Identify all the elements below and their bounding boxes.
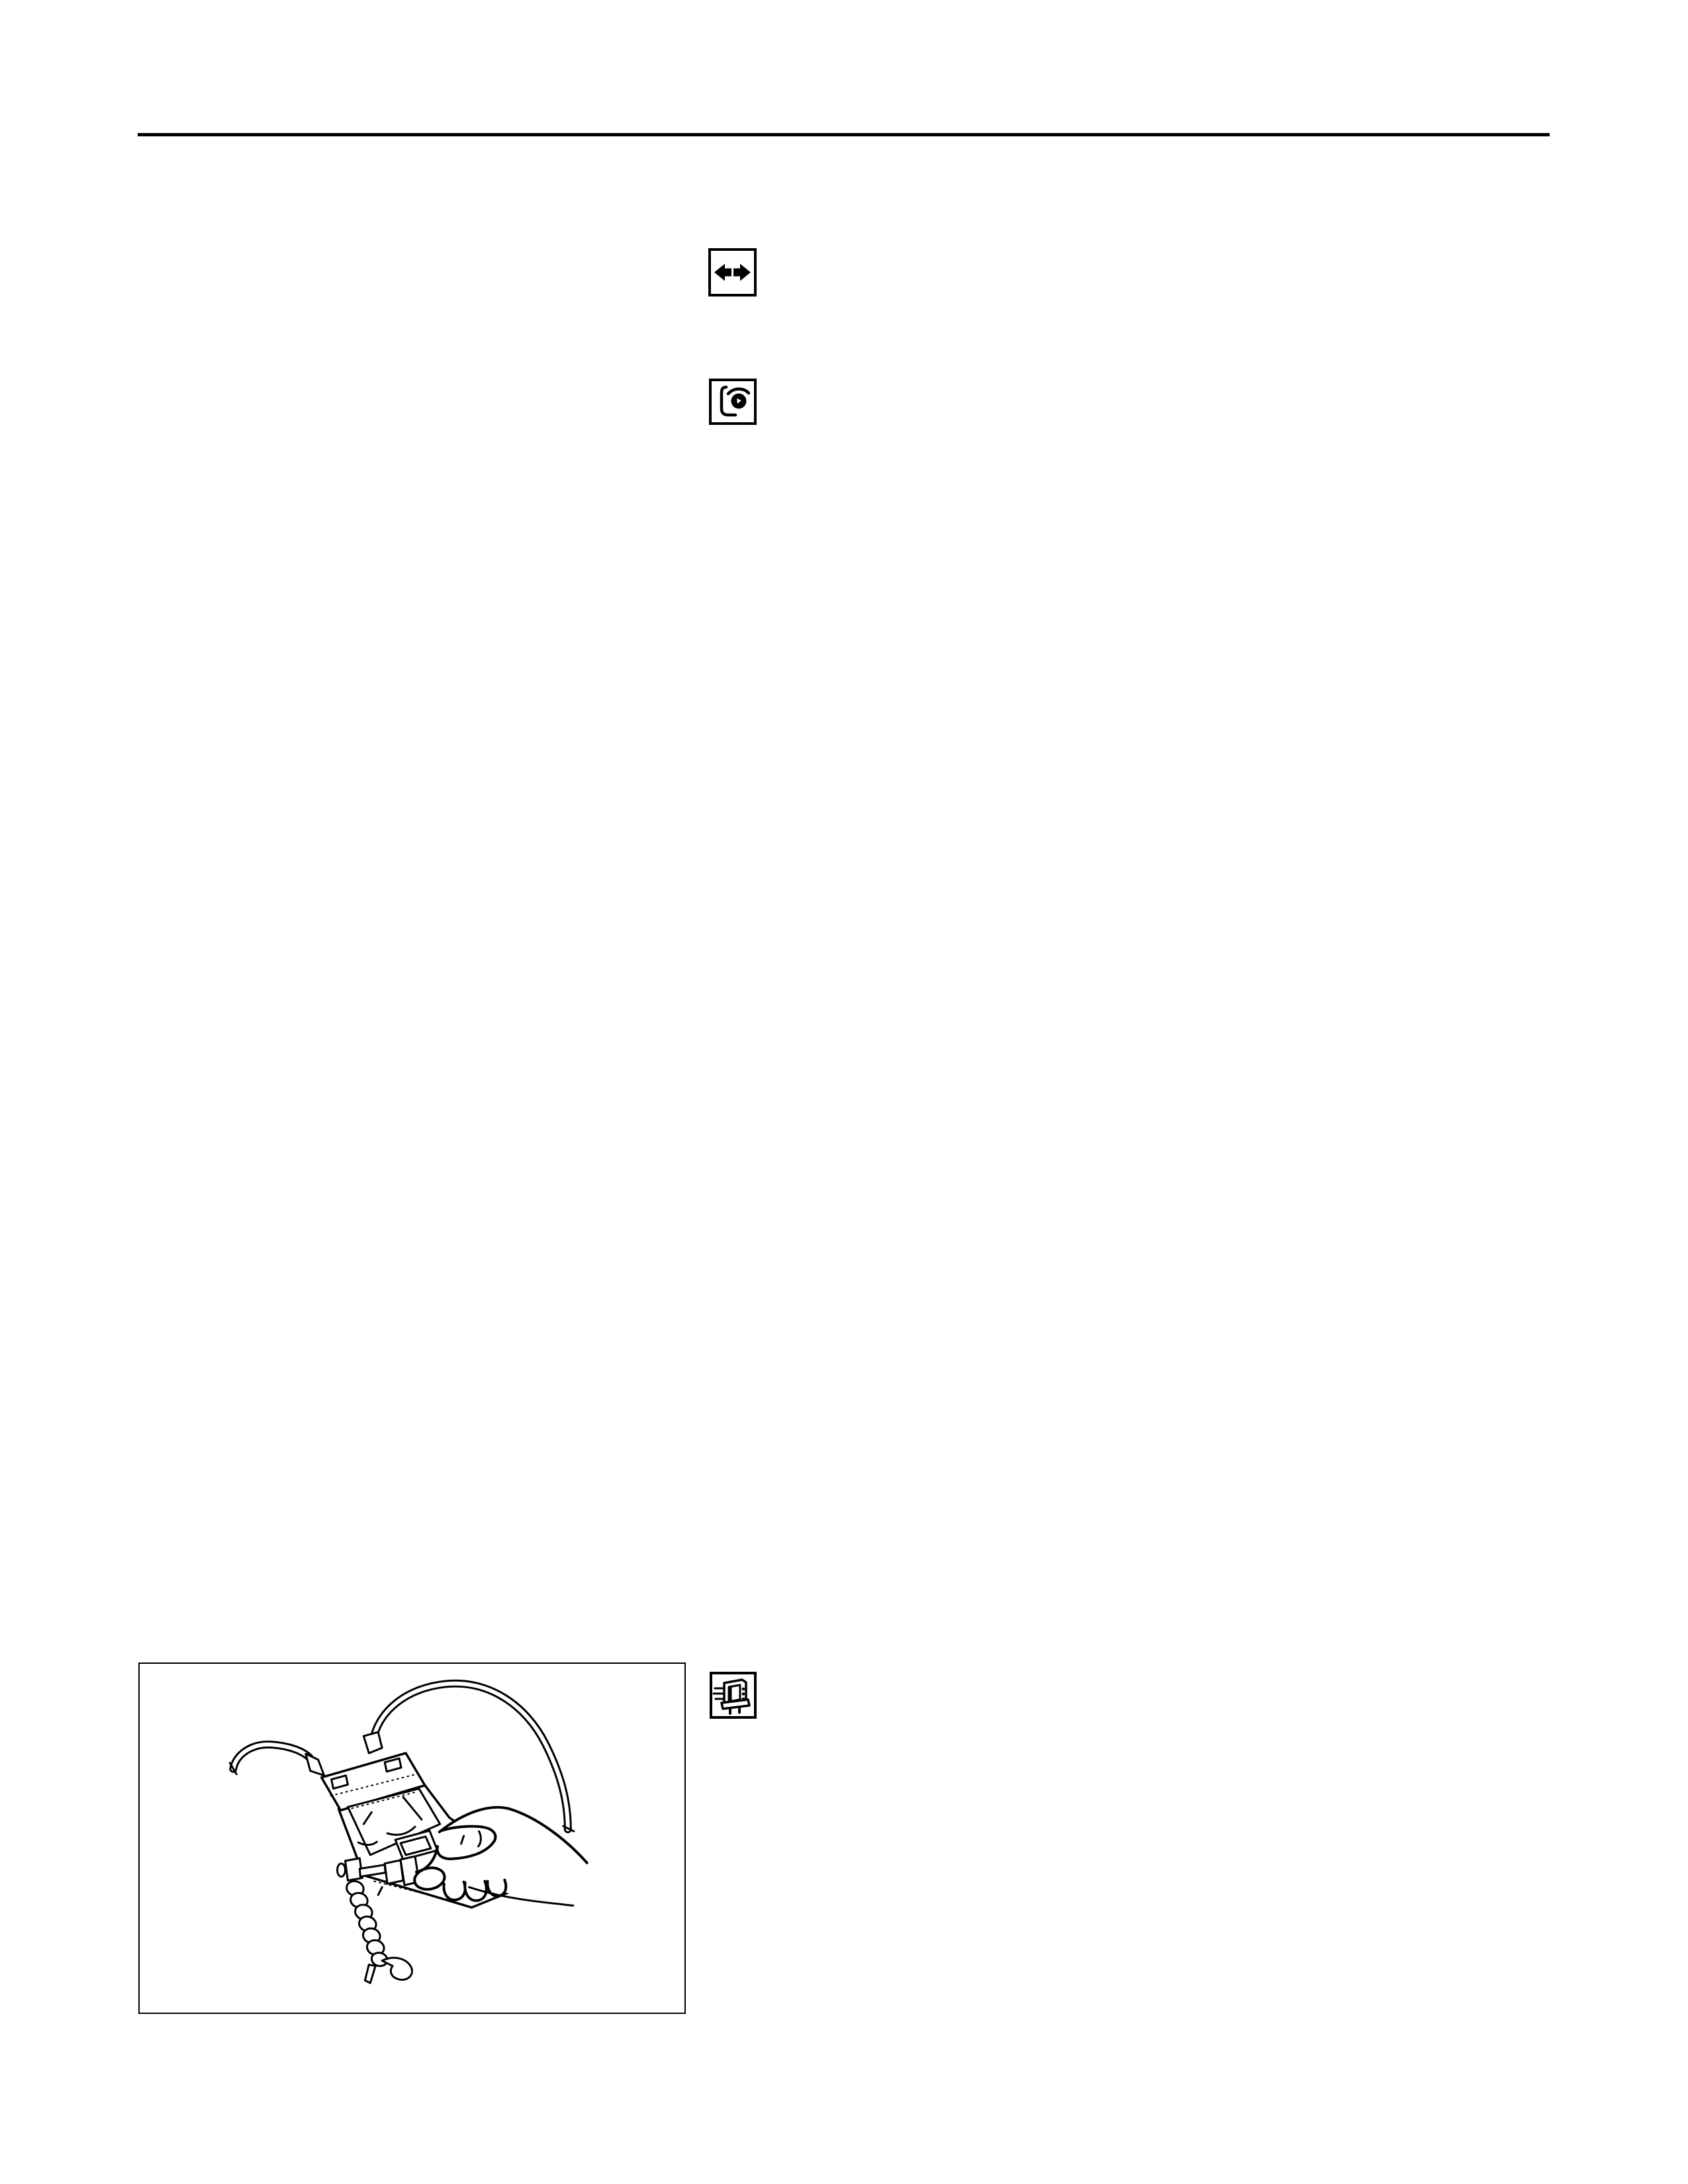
visual-inspection-glyph: [712, 381, 754, 422]
figure-frame: [138, 1662, 686, 2014]
connector-unplug-glyph: [712, 1674, 754, 1716]
bidirectional-arrows-glyph: [711, 251, 754, 294]
tester-illustration: [140, 1664, 684, 2013]
visual-inspection-eye-icon: [709, 379, 757, 425]
bidirectional-arrows-icon: [708, 248, 757, 296]
connector-unplug-icon: [710, 1672, 757, 1719]
header-rule: [138, 133, 1550, 136]
